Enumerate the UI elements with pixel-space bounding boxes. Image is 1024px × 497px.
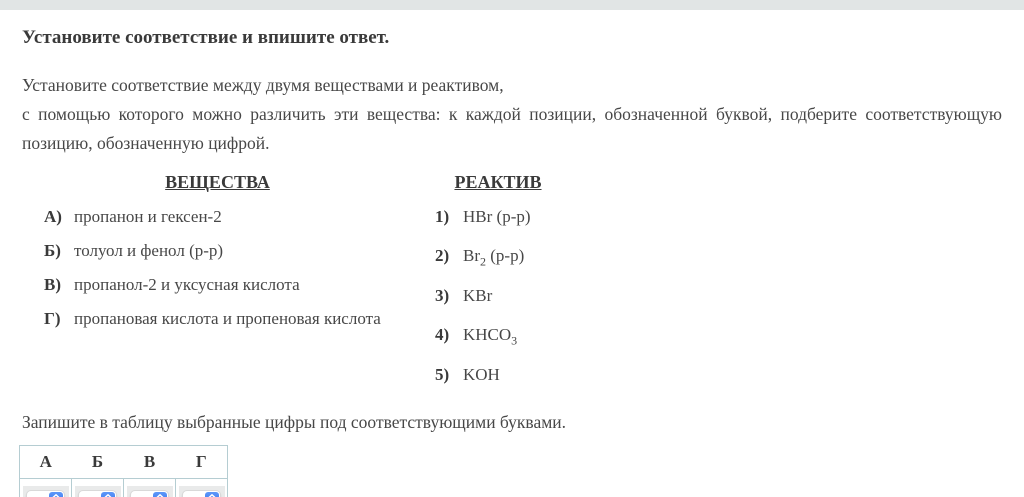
answer-column-v: В: [124, 445, 176, 478]
top-bar: [0, 0, 1024, 10]
substance-letter-g: Г): [44, 309, 61, 328]
answer-select-patch-g: [179, 486, 225, 497]
substance-text-a: пропанон и гексен-2: [74, 207, 222, 226]
question-page: [0, 26, 1024, 497]
reagent-formula-5: KOH: [463, 364, 500, 384]
answer-cell-v: [124, 478, 176, 497]
answer-column-g: Г: [176, 445, 228, 478]
task-description-line1: Установите соответствие между двумя веществами и реактивом,: [22, 75, 504, 95]
reagent-formula-4: $KHCO_3$: [463, 325, 518, 348]
page-title: Установите соответствие и впишите ответ.: [22, 27, 390, 48]
answer-cell-b: [72, 478, 124, 497]
substance-text-v: пропанол-2 и уксусная кислота: [74, 275, 300, 294]
reagents-header: РЕАКТИВ: [454, 172, 542, 192]
select-stepper-icon[interactable]: [153, 492, 167, 497]
answer-table-header-row: [20, 445, 228, 478]
reagent-item-2: [413, 245, 583, 272]
reagents-column: [413, 171, 583, 403]
substance-item-a: [22, 206, 413, 228]
substances-column: [22, 171, 413, 403]
substances-list: [22, 206, 413, 330]
reagent-number-3: 3): [435, 285, 450, 305]
reagent-number-1: 1): [435, 207, 450, 226]
reagent-formula-2: $Br_2$ (р-р): [463, 246, 525, 269]
answer-select-g[interactable]: [182, 490, 221, 497]
reagent-number-4: 4): [435, 325, 450, 345]
task-description-rest: с помощью которого можно различить эти вещества: к каждой позиции, обозначенной буквой, подберите соответствующую позицию, обозначенную цифрой.: [22, 104, 1002, 153]
substance-item-v: [22, 274, 413, 296]
reagent-number-2: 2): [435, 246, 450, 266]
reagent-number-5: 5): [435, 364, 450, 384]
substance-item-g: [22, 308, 413, 330]
reagent-item-3: [413, 285, 583, 312]
reagents-list: [413, 206, 583, 391]
answer-instruction: Запишите в таблицу выбранные цифры под соответствующими буквами.: [22, 411, 567, 432]
substances-header: ВЕЩЕСТВА: [165, 172, 270, 192]
substance-letter-a: А): [44, 207, 62, 226]
substance-text-b: толуол и фенол (р-р): [74, 241, 224, 260]
substance-text-g: пропановая кислота и пропеновая кислота: [74, 309, 381, 328]
select-stepper-icon[interactable]: [101, 492, 115, 497]
answer-select-b[interactable]: [78, 490, 117, 497]
reagent-formula-1: HBr (р-р): [463, 207, 531, 226]
matching-columns: [22, 171, 1002, 403]
substance-item-b: [22, 240, 413, 262]
answer-table-input-row: [20, 478, 228, 497]
answer-column-a: А: [20, 445, 72, 478]
answer-select-patch-b: [75, 486, 121, 497]
reagent-item-5: [413, 364, 583, 391]
task-description: [22, 71, 1002, 158]
answer-table: [19, 445, 228, 497]
answer-select-patch-v: [127, 486, 173, 497]
answer-cell-g: [176, 478, 228, 497]
answer-column-b: Б: [72, 445, 124, 478]
substance-letter-v: В): [44, 275, 61, 294]
answer-select-a[interactable]: [26, 490, 65, 497]
reagent-item-4: [413, 324, 583, 351]
answer-select-patch-a: [23, 486, 69, 497]
answer-cell-a: [20, 478, 72, 497]
reagent-formula-3: KBr: [463, 285, 493, 305]
reagent-item-1: [413, 206, 583, 233]
answer-select-v[interactable]: [130, 490, 169, 497]
substance-letter-b: Б): [44, 241, 61, 260]
select-stepper-icon[interactable]: [49, 492, 63, 497]
select-stepper-icon[interactable]: [205, 492, 219, 497]
